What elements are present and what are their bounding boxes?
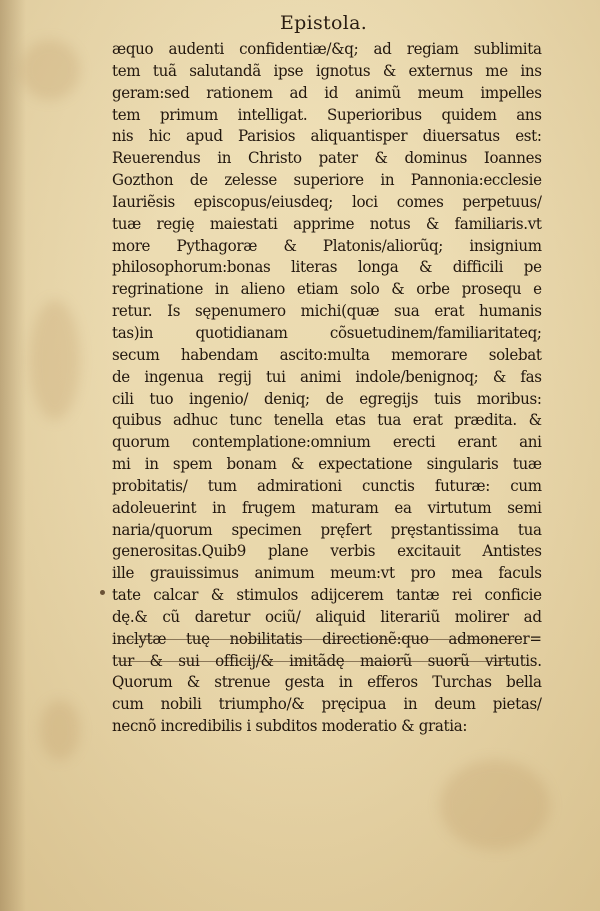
text-line: secum habendam ascito:multa memorare solebat xyxy=(112,344,542,364)
text-line: de ingenua regij tui animi indole/benignoq; & fas xyxy=(112,366,542,386)
text-line: inclytæ tuę nobilitatis directionẽ:quo admonerer= xyxy=(112,628,542,648)
paper-stain xyxy=(20,40,80,100)
text-line: regrinatione in alieno etiam solo & orbe prosequ e xyxy=(112,279,542,299)
text-line: tur & sui officij/& imitãdę maiorũ suorũ virtutis. xyxy=(112,650,542,670)
text-line: æquo audenti confidentiæ/&q; ad regiam sublimita xyxy=(112,39,542,58)
text-line: ille grauissimus animum meum:vt pro mea faculs xyxy=(112,563,542,583)
margin-mark xyxy=(100,590,105,595)
text-line: Gozthon de zelesse superiore in Pannonia:ecclesie xyxy=(112,170,542,190)
text-line: philosophorum:bonas literas longa & difficili pe xyxy=(112,257,542,277)
paper-stain xyxy=(40,700,80,760)
text-line: dę.& cũ daretur ociũ/ aliquid literariũ molirer ad xyxy=(112,606,542,626)
text-line: tem primum intelligat. Superioribus quidem ans xyxy=(112,104,542,124)
text-line: adoleuerint in frugem maturam ea virtutum semi xyxy=(112,497,542,517)
body-text xyxy=(112,38,542,737)
text-line: Reuerendus in Christo pater & dominus Ioannes xyxy=(112,148,542,168)
text-line: quorum contemplatione:omnium erecti erant ani xyxy=(112,432,542,452)
text-line: generositas.Quib9 plane verbis excitauit Antistes xyxy=(112,541,542,561)
running-head: Epistola. xyxy=(280,12,368,34)
text-line: Quorum & strenue gesta in efferos Turchas bella xyxy=(112,672,542,692)
text-line: cum nobili triumpho/& pręcipua in deum pietas/ xyxy=(112,694,542,714)
paper-stain xyxy=(440,760,550,850)
paper-stain xyxy=(30,300,80,420)
text-line: necnõ incredibilis i subditos moderatio & gratia: xyxy=(112,716,468,736)
binding-gutter-shadow xyxy=(0,0,26,911)
handwritten-underline xyxy=(118,661,514,662)
handwritten-underline xyxy=(118,639,514,640)
text-line: Iauriẽsis episcopus/eiusdeq; loci comes perpetuus/ xyxy=(112,191,542,211)
text-line: more Pythagoræ & Platonis/aliorũq; insignium xyxy=(112,235,542,255)
text-line: probitatis/ tum admirationi cunctis futuræ: cum xyxy=(112,475,542,495)
text-line: geram:sed rationem ad id animũ meum impelles xyxy=(112,82,542,102)
text-line: mi in spem bonam & expectatione singularis tuæ xyxy=(112,454,542,474)
text-line: quibus adhuc tunc tenella etas tua erat prædita. & xyxy=(112,410,542,430)
text-line: naria/quorum specimen pręfert pręstantissima tua xyxy=(112,519,542,539)
text-line: tuæ regię maiestati apprime notus & familiaris.vt xyxy=(112,213,542,233)
text-line: cili tuo ingenio/ deniq; de egregijs tuis moribus: xyxy=(112,388,542,408)
text-line: tem tuã salutandã ipse ignotus & externus me ins xyxy=(112,60,542,80)
text-line: nis hic apud Parisios aliquantisper diuersatus est: xyxy=(112,126,542,146)
text-line: retur. Is sępenumero michi(quæ sua erat humanis xyxy=(112,301,542,321)
text-line: tate calcar & stimulos adijcerem tantæ rei conficie xyxy=(112,585,542,605)
text-line: tas)in quotidianam cõsuetudinem/familiaritateq; xyxy=(112,322,542,342)
